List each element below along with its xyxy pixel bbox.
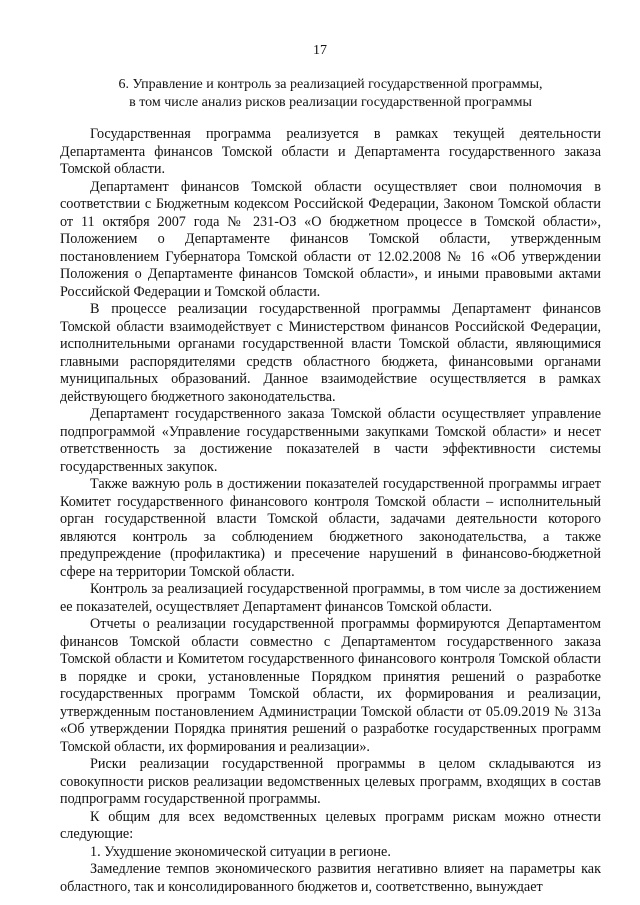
paragraph-1: Государственная программа реализуется в рамках текущей деятельности Департамента финансов Томской области и Департамента государственного заказа Томской области. (60, 126, 601, 177)
list-item-1: 1. Ухудшение экономической ситуации в регионе. (90, 843, 391, 860)
page-number: 17 (313, 43, 327, 58)
section-heading (60, 76, 601, 111)
paragraph-2: Департамент финансов Томской области осуществляет свои полномочия в соответствии с Бюджетным кодексом Российской Федерации, Законом Томской области от 11 октября 2007 года № 231-ОЗ «О бюджетном процессе в Томской области», Положением о Департаменте финансов Томской области, утвержденным постановлением Губернатора Томской области от 12.02.2008 № 16 «Об утверждении Положения о Департаменте финансов Томской области», и иными правовыми актами Российской Федерации и Томской области. (60, 178, 601, 300)
paragraph-5: Также важную роль в достижении показателей государственной программы играет Комитет государственного финансового контроля Томской области – исполнительный орган государственной власти Томской области, задачами деятельности которого являются контроль за соблюдением бюджетного законодательства, а также предупреждение (профилактика) и пресечение нарушений в финансово-бюджетной сфере на территории Томской области. (60, 476, 601, 580)
paragraph-6: Контроль за реализацией государственной программы, в том числе за достижением ее показателей, осуществляет Департамент финансов Томской области. (60, 581, 601, 615)
paragraph-9: К общим для всех ведомственных целевых программ рискам можно отнести следующие: (60, 808, 601, 842)
paragraph-10: Замедление темпов экономического развития негативно влияет на параметры как областного, так и консолидированного бюджетов и, соответственно, вынуждает (60, 861, 601, 895)
paragraph-7: Отчеты о реализации государственной программы формируются Департаментом финансов Томской области совместно с Департаментом государственного заказа Томской области и Комитетом государственного финансового контроля Томской области в порядке и сроки, установленные Порядком принятия решений о разработке государственных программ Томской области, их формирования и реализации, утвержденным постановлением Администрации Томской области от 05.09.2019 № 313а «Об утверждении Порядка принятия решений о разработке государственных программ Томской области, их формирования и реализации». (60, 616, 601, 755)
section-heading-line-2: в том числе анализ рисков реализации государственной программы (129, 94, 532, 110)
paragraph-8: Риски реализации государственной программы в целом складываются из совокупности рисков реализации ведомственных целевых программ, входящих в состав подпрограмм государственной программы. (60, 756, 601, 807)
section-heading-line-1: 6. Управление и контроль за реализацией государственной программы, (118, 77, 543, 92)
body-text (60, 126, 601, 896)
paragraph-3: В процессе реализации государственной программы Департамент финансов Томской области взаимодействует с Министерством финансов Российской Федерации, исполнительными органами государственной власти Томской области, являющимися главными распорядителями средств областного бюджета, финансовыми органами муниципальных образований. Данное взаимодействие осуществляется в рамках действующего бюджетного законодательства. (60, 301, 601, 405)
paragraph-4: Департамент государственного заказа Томской области осуществляет управление подпрограммой «Управление государственными закупками Томской области» и несет ответственность за достижение показателей в части эффективности системы государственных закупок. (60, 406, 601, 475)
